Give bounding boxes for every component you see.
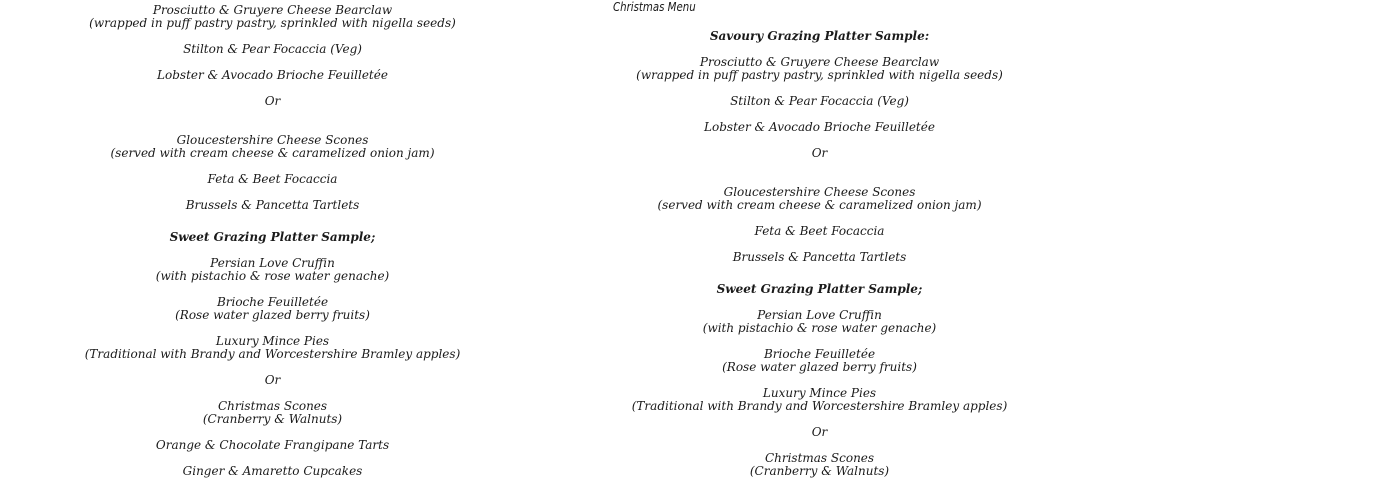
menu-item-name: Or	[811, 425, 828, 439]
menu-item	[617, 225, 1022, 238]
spacer	[70, 212, 475, 231]
menu-item-name: Brioche Feuilletée	[216, 295, 329, 309]
menu-item	[617, 95, 1022, 108]
spacer	[70, 108, 475, 134]
menu-item-name: Ginger & Amaretto Cupcakes	[182, 464, 363, 478]
menu-item	[70, 335, 475, 361]
menu-item-name: Christmas Scones	[764, 451, 875, 465]
menu-item-description: (Rose water glazed berry fruits)	[722, 360, 917, 374]
menu-item-name: Sweet Grazing Platter Sample;	[716, 282, 923, 296]
or-separator	[70, 95, 475, 108]
menu-column-right	[617, 30, 1022, 478]
menu-item-name: Orange & Chocolate Frangipane Tarts	[155, 438, 390, 452]
section-heading	[617, 30, 1022, 43]
menu-item-name: Prosciutto & Gruyere Cheese Bearclaw	[152, 3, 393, 17]
menu-item-name: Brussels & Pancetta Tartlets	[732, 250, 907, 264]
menu-item-name: Gloucestershire Cheese Scones	[176, 133, 369, 147]
menu-item	[70, 257, 475, 283]
menu-item-description: (Traditional with Brandy and Worcestershire Bramley apples)	[84, 347, 461, 361]
menu-item-name: Persian Love Cruffin	[210, 256, 335, 270]
menu-item-description: (with pistachio & rose water genache)	[155, 269, 390, 283]
menu-item-description: (Cranberry & Walnuts)	[749, 464, 890, 478]
menu-item-description: (wrapped in puff pastry pastry, sprinkled with nigella seeds)	[89, 16, 456, 30]
menu-item-name: Brioche Feuilletée	[763, 347, 876, 361]
menu-item	[70, 69, 475, 82]
menu-item-name: Lobster & Avocado Brioche Feuilletée	[704, 120, 935, 134]
menu-item-name: Savoury Grazing Platter Sample:	[709, 29, 930, 43]
menu-item-description: (served with cream cheese & caramelized onion jam)	[657, 198, 982, 212]
menu-item-name: Gloucestershire Cheese Scones	[723, 185, 916, 199]
menu-item	[70, 465, 475, 478]
menu-item	[70, 296, 475, 322]
menu-item-name: Sweet Grazing Platter Sample;	[169, 230, 376, 244]
menu-item-name: Or	[264, 94, 281, 108]
menu-item-name: Prosciutto & Gruyere Cheese Bearclaw	[699, 55, 940, 69]
menu-item-name: Feta & Beet Focaccia	[207, 172, 338, 186]
menu-item	[617, 309, 1022, 335]
menu-item	[617, 251, 1022, 264]
menu-item-name: Lobster & Avocado Brioche Feuilletée	[157, 68, 388, 82]
menu-item-name: Luxury Mince Pies	[215, 334, 330, 348]
menu-item-description: (Cranberry & Walnuts)	[202, 412, 343, 426]
menu-item-name: Stilton & Pear Focaccia (Veg)	[730, 94, 909, 108]
spacer	[617, 160, 1022, 186]
menu-item-name: Luxury Mince Pies	[762, 386, 877, 400]
spacer	[617, 264, 1022, 283]
menu-item-name: Or	[811, 146, 828, 160]
menu-item	[70, 439, 475, 452]
menu-item	[617, 348, 1022, 374]
section-heading	[617, 283, 1022, 296]
menu-item-description: (Rose water glazed berry fruits)	[175, 308, 370, 322]
menu-item-description: (with pistachio & rose water genache)	[702, 321, 937, 335]
menu-item	[70, 43, 475, 56]
menu-item	[70, 4, 475, 30]
menu-item-description: (Traditional with Brandy and Worcestershire Bramley apples)	[631, 399, 1008, 413]
menu-item	[70, 134, 475, 160]
menu-item-name: Christmas Scones	[217, 399, 328, 413]
menu-item-name: Brussels & Pancetta Tartlets	[185, 198, 360, 212]
menu-item	[617, 56, 1022, 82]
menu-item	[617, 452, 1022, 478]
menu-column-left	[70, 4, 475, 478]
menu-item-name: Or	[264, 373, 281, 387]
menu-item	[617, 121, 1022, 134]
menu-item-description: (wrapped in puff pastry pastry, sprinkled with nigella seeds)	[636, 68, 1003, 82]
section-heading	[70, 231, 475, 244]
page-title: Christmas Menu	[613, 0, 696, 14]
menu-item	[70, 173, 475, 186]
menu-item	[70, 199, 475, 212]
menu-item-name: Stilton & Pear Focaccia (Veg)	[183, 42, 362, 56]
menu-item	[617, 186, 1022, 212]
menu-item-description: (served with cream cheese & caramelized onion jam)	[110, 146, 435, 160]
menu-item-name: Feta & Beet Focaccia	[754, 224, 885, 238]
or-separator	[617, 147, 1022, 160]
or-separator	[70, 374, 475, 387]
menu-item	[70, 400, 475, 426]
menu-item-name: Persian Love Cruffin	[757, 308, 882, 322]
menu-item	[617, 387, 1022, 413]
or-separator	[617, 426, 1022, 439]
